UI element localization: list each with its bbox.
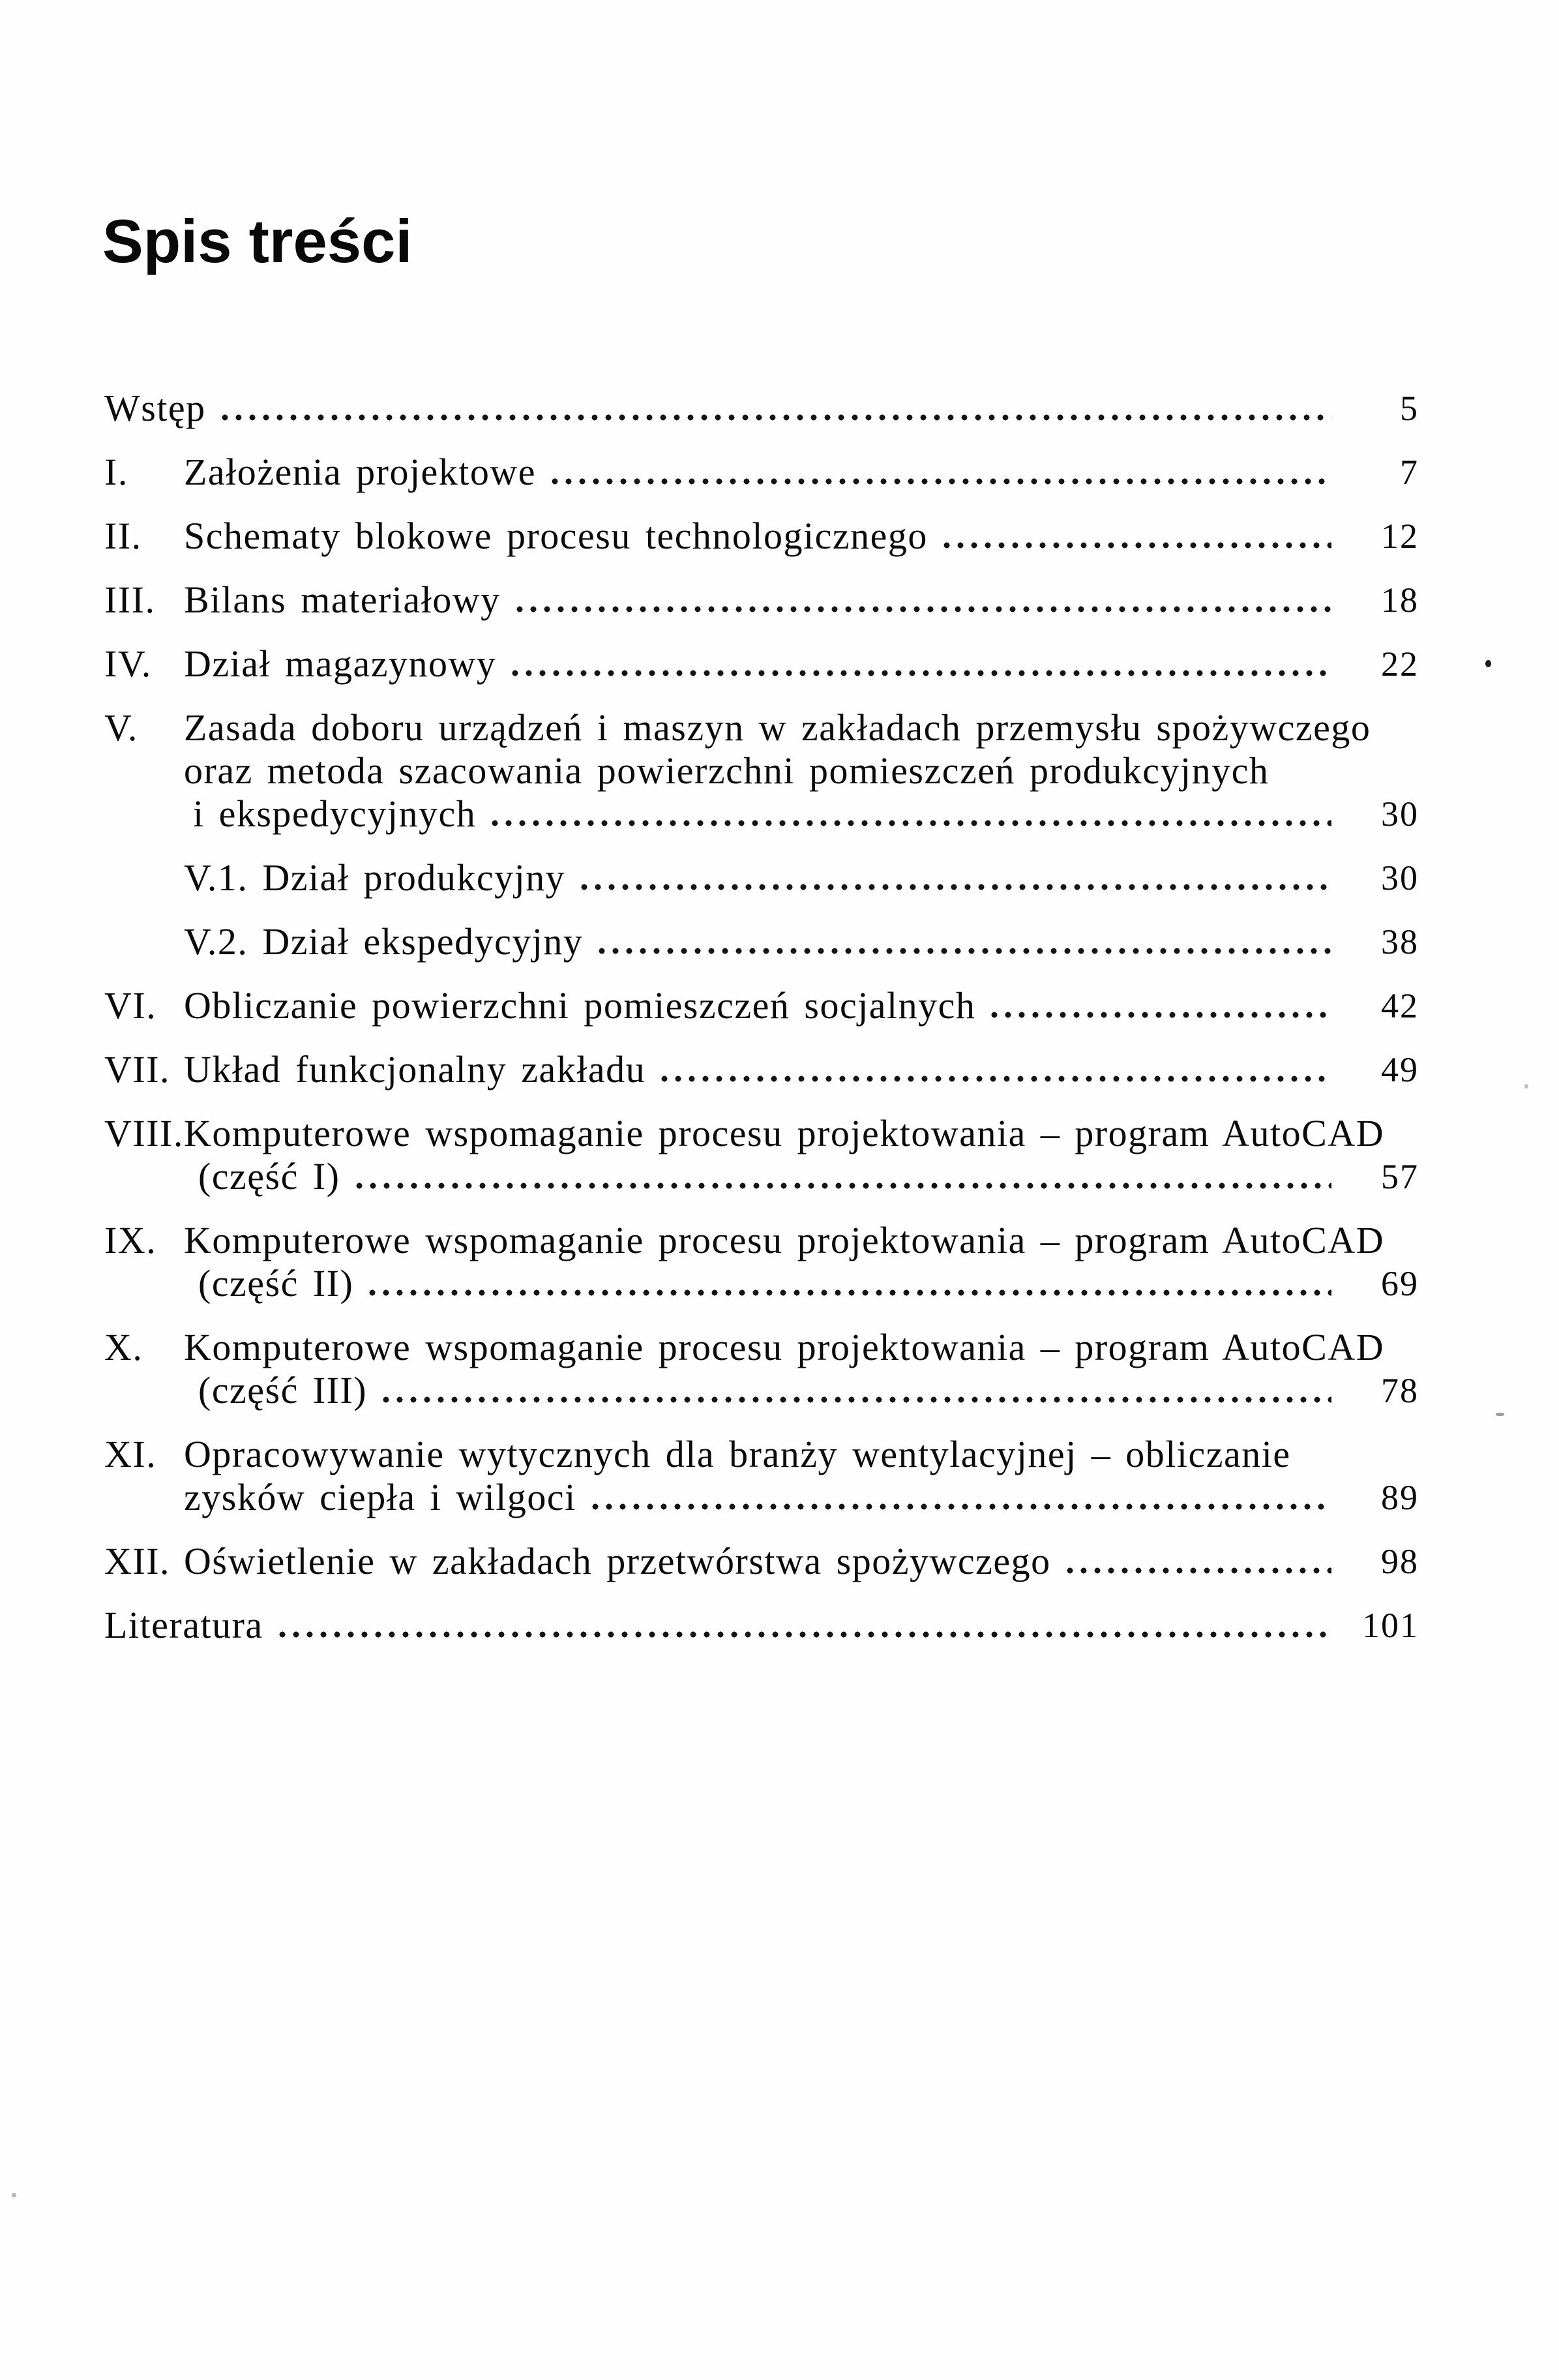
entry-title-line: zysków ciepła i wilgoci	[184, 1476, 576, 1518]
entry-title-line: Wstęp	[104, 387, 206, 429]
entry-title-line: V.1. Dział produkcyjny	[184, 856, 566, 899]
page-number: 30	[1381, 794, 1419, 834]
page-number: 98	[1381, 1542, 1419, 1581]
entry-title-line: Założenia projektowe	[184, 451, 537, 493]
entry-title-line: Zasada doboru urządzeń i maszyn w zakładach przemysłu spożywczego	[184, 706, 1371, 749]
entry-number: VI.	[104, 984, 157, 1027]
entry-title-line: Bilans materiałowy	[184, 579, 501, 621]
dot-leader	[581, 882, 1331, 892]
page-number: 49	[1381, 1050, 1419, 1089]
entry-title-line: Komputerowe wspomaganie procesu projektowania – program AutoCAD	[184, 1326, 1385, 1368]
toc-entry	[104, 1604, 1419, 1647]
page-number: 42	[1381, 986, 1419, 1025]
toc-entry	[104, 642, 1419, 685]
toc-entry	[104, 1112, 1419, 1198]
scan-speck	[1496, 1413, 1504, 1416]
scan-speck	[12, 2193, 16, 2197]
entry-number: V.	[104, 706, 138, 749]
toc-entry	[104, 1433, 1419, 1519]
page-number: 78	[1381, 1371, 1419, 1410]
page-number: 89	[1381, 1478, 1419, 1517]
entry-number: VIII.	[104, 1112, 184, 1154]
toc-entry	[104, 1219, 1419, 1305]
entry-number: II.	[104, 515, 142, 557]
toc-entry	[104, 1048, 1419, 1091]
entry-title-line: Oświetlenie w zakładach przetwórstwa spożywczego	[184, 1540, 1051, 1582]
toc-entry	[104, 920, 1419, 963]
page-number: 30	[1381, 858, 1419, 897]
entry-title-line: (część I)	[198, 1155, 340, 1198]
toc-entry	[104, 984, 1419, 1027]
page-number: 12	[1381, 517, 1419, 556]
page-number: 7	[1400, 453, 1419, 492]
entry-title-line: Komputerowe wspomaganie procesu projektowania – program AutoCAD	[184, 1219, 1385, 1261]
dot-leader	[279, 1630, 1331, 1639]
entry-number: IV.	[104, 642, 152, 685]
table-of-contents	[104, 387, 1419, 1668]
dot-leader	[383, 1395, 1331, 1404]
dot-leader	[222, 413, 1331, 422]
entry-title-line: (część II)	[198, 1262, 354, 1304]
page-number: 5	[1400, 389, 1419, 428]
scan-speck	[1524, 1084, 1528, 1089]
toc-entry	[104, 706, 1419, 836]
dot-leader	[492, 819, 1331, 828]
entry-title-line: (część III)	[198, 1369, 368, 1411]
toc-entry	[104, 451, 1419, 494]
entry-number: XII.	[104, 1540, 171, 1582]
entry-title-line: Obliczanie powierzchni pomieszczeń socjalnych	[184, 984, 976, 1027]
page-number: 101	[1362, 1606, 1419, 1645]
entry-title-line: Układ funkcjonalny zakładu	[184, 1048, 646, 1091]
entry-title-line: Komputerowe wspomaganie procesu projektowania – program AutoCAD	[184, 1112, 1385, 1154]
entry-number: I.	[104, 451, 128, 493]
entry-title-line: Dział magazynowy	[184, 642, 497, 685]
page-number: 22	[1381, 644, 1419, 684]
dot-leader	[1067, 1566, 1331, 1575]
toc-entry	[104, 387, 1419, 430]
entry-number: VII.	[104, 1048, 171, 1091]
dot-leader	[943, 541, 1331, 550]
toc-entry	[104, 1540, 1419, 1583]
entry-number: XI.	[104, 1433, 157, 1475]
entry-title-line: Schematy blokowe procesu technologicznego	[184, 515, 928, 557]
entry-title-line: V.2. Dział ekspedycyjny	[184, 920, 584, 963]
scan-speck	[1485, 660, 1491, 667]
dot-leader	[369, 1288, 1331, 1297]
entry-number: IX.	[104, 1219, 157, 1261]
dot-leader	[356, 1181, 1332, 1190]
toc-entry	[104, 579, 1419, 622]
page-title: Spis treści	[102, 207, 413, 275]
page-number: 38	[1381, 922, 1419, 961]
page-number: 18	[1381, 580, 1419, 620]
entry-number: X.	[104, 1326, 143, 1368]
entry-title-line: i ekspedycyjnych	[193, 792, 477, 835]
entry-title-line: oraz metoda szacowania powierzchni pomieszczeń produkcyjnych	[184, 749, 1269, 792]
toc-entry	[104, 1326, 1419, 1412]
dot-leader	[552, 477, 1331, 486]
page-number: 69	[1381, 1264, 1419, 1303]
toc-entry	[104, 515, 1419, 558]
dot-leader	[991, 1010, 1331, 1019]
dot-leader	[599, 946, 1331, 956]
entry-title-line: Opracowywanie wytycznych dla branży wentylacyjnej – obliczanie	[184, 1433, 1291, 1475]
dot-leader	[661, 1074, 1331, 1083]
toc-entry	[104, 856, 1419, 899]
dot-leader	[512, 669, 1331, 678]
dot-leader	[516, 605, 1331, 614]
entry-title-line: Literatura	[104, 1604, 263, 1646]
dot-leader	[592, 1502, 1331, 1511]
entry-number: III.	[104, 579, 156, 621]
page-number: 57	[1381, 1157, 1419, 1196]
